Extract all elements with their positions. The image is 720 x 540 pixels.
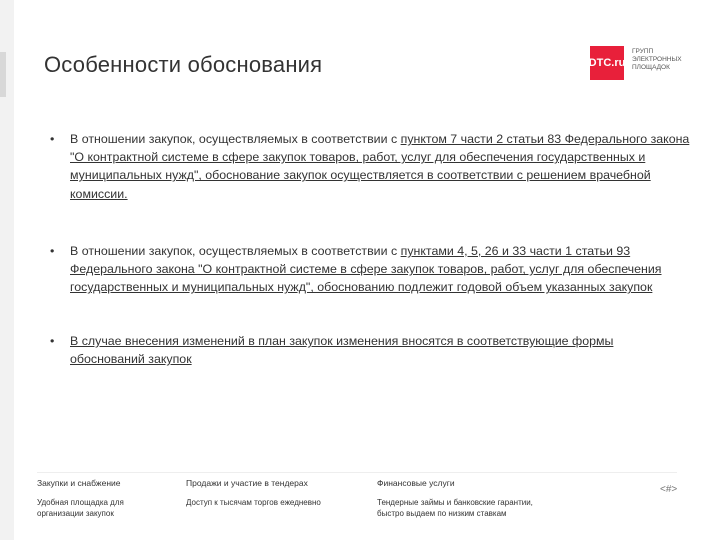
bullet-marker: • (50, 132, 55, 146)
law-link[interactable]: пунктами 4, 5, 26 и 33 части 1 статьи 93 Федерального закона "О контрактной системе в сфере закупок товаров, работ, услуг для обеспечения государственных и муниципальных нужд", обоснованию подлежит годовой объем указанных закупок (70, 244, 662, 295)
slide-title: Особенности обоснования (44, 52, 323, 77)
footer-heading: Продажи и участие в тендерах (186, 478, 308, 488)
footer-column-finance[interactable] (377, 478, 557, 519)
bullet-marker: • (50, 334, 55, 348)
footer-subtext: Удобная площадка для организации закупок (37, 498, 124, 518)
bullet-item (44, 332, 690, 368)
title-accent-bar (0, 52, 6, 97)
footer-column-sales[interactable] (186, 478, 356, 508)
footer-column-procurement[interactable] (37, 478, 167, 519)
footer-heading: Финансовые услуги (377, 478, 455, 488)
bullet-item (44, 242, 690, 297)
bullet-marker: • (50, 244, 55, 258)
logo-caption-line3: ПЛОЩАДОК (632, 64, 670, 71)
bullet-text: В отношении закупок, осуществляемых в соответствии с (70, 132, 401, 146)
page-number: <#> (660, 484, 678, 495)
bullet-text: В отношении закупок, осуществляемых в соответствии с (70, 244, 401, 258)
footer-subtext: Тендерные займы и банковские гарантии, быстро выдаем по низким ставкам (377, 498, 533, 518)
logo-caption (632, 48, 682, 72)
company-logo[interactable] (590, 46, 700, 80)
logo-caption-line2: ЭЛЕКТРОННЫХ (632, 56, 682, 63)
logo-caption-line1: ГРУПП (632, 48, 654, 55)
footer-subtext: Доступ к тысячам торгов ежедневно (186, 498, 321, 507)
bullet-item (44, 130, 690, 203)
law-link[interactable]: пунктом 7 части 2 статьи 83 Федерального закона "О контрактной системе в сфере закупок товаров, работ, услуг для обеспечения государственных и муниципальных нужд", обоснование закупок осуществляется в соответствии с решением врачебной комиссии. (70, 132, 690, 201)
logo-badge: DTC.ru (590, 46, 624, 80)
footer-divider (37, 472, 677, 473)
plan-changes-link[interactable]: В случае внесения изменений в план закупок изменения вносятся в соответствующие формы обоснований закупок (70, 334, 614, 367)
footer-heading: Закупки и снабжение (37, 478, 121, 488)
